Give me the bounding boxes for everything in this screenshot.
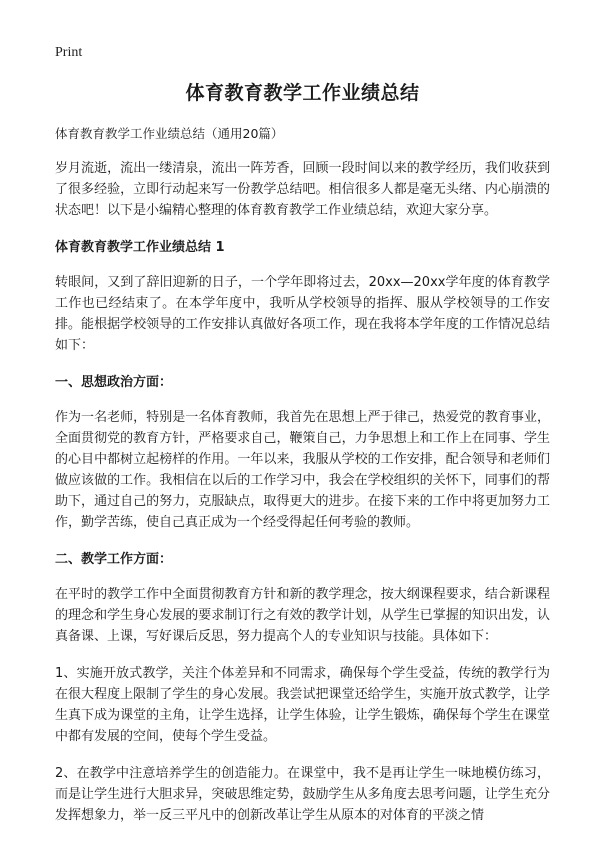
teaching-paragraph: 在平时的教学工作中全面贯彻教育方针和新的教学理念，按大纲课程要求，结合新课程的理念和学生身心发展的要求制订行之有效的教学计划，从学生已掌握的知识出发，认真备课、上课，写好课后反思，努力提高个人的专业知识与技能。具体如下： (55, 587, 550, 644)
document-body (55, 80, 550, 842)
political-paragraph: 作为一名老师，特别是一名体育教师，我首先在思想上严于律己，热爱党的教育事业，全面贯彻党的教育方针，严格要求自己，鞭策自己，力争思想上和工作上在同事、学生的心目中都树立起榜样的作用。一年以来，我服从学校的工作安排，配合领导和老师们做应该做的工作。我相信在以后的工作学习中，我会在学校组织的关怀下，同事们的帮助下，通过自己的努力，克服缺点，取得更大的进步。在接下来的工作中将更加努力工作，勤学苦练，使自己真正成为一个经受得起任何考验的教师。 (55, 410, 550, 530)
heading-teaching: 二、教学工作方面： (55, 552, 173, 567)
page-title: 体育教育教学工作业绩总结 (185, 82, 420, 104)
section-1-title: 体育教育教学工作业绩总结 1 (55, 240, 225, 255)
document-subtitle: 体育教育教学工作业绩总结（通用20篇） (55, 126, 284, 141)
section-1-paragraph: 转眼间，又到了辞旧迎新的日子，一个学年即将过去，20xx—20xx学年度的体育教学工作也已经结束了。在本学年度中，我听从学校领导的指挥、服从学校领导的工作安排。能根据学校领导的工作安排认真做好各项工作，现在我将本学年度的工作情况总结如下： (55, 275, 550, 353)
point-2-paragraph: 2、在教学中注意培养学生的创造能力。在课堂中，我不是再让学生一味地模仿练习，而是让学生进行大胆求异，突破思维定势，鼓励学生从多角度去思考问题，让学生充分发挥想象力，举一反三平凡中的创新改革让学生从原本的对体育的平淡之情 (55, 766, 550, 823)
heading-political: 一、思想政治方面： (55, 375, 173, 390)
intro-paragraph: 岁月流逝，流出一缕清泉，流出一阵芳香，回顾一段时间以来的教学经历，我们收获到了很多经验，立即行动起来写一份教学总结吧。相信很多人都是毫无头绪、内心崩溃的状态吧！以下是小编精心整理的体育教育教学工作业绩总结，欢迎大家分享。 (55, 161, 550, 218)
print-link[interactable]: Print (55, 45, 83, 60)
point-1-paragraph: 1、实施开放式教学，关注个体差异和不同需求，确保每个学生受益，传统的教学行为在很大程度上限制了学生的身心发展。我尝试把课堂还给学生，实施开放式教学，让学生真下成为课堂的主角，让学生选择，让学生体验，让学生锻炼，确保每个学生在课堂中都有发展的空间，使每个学生受益。 (55, 666, 550, 744)
